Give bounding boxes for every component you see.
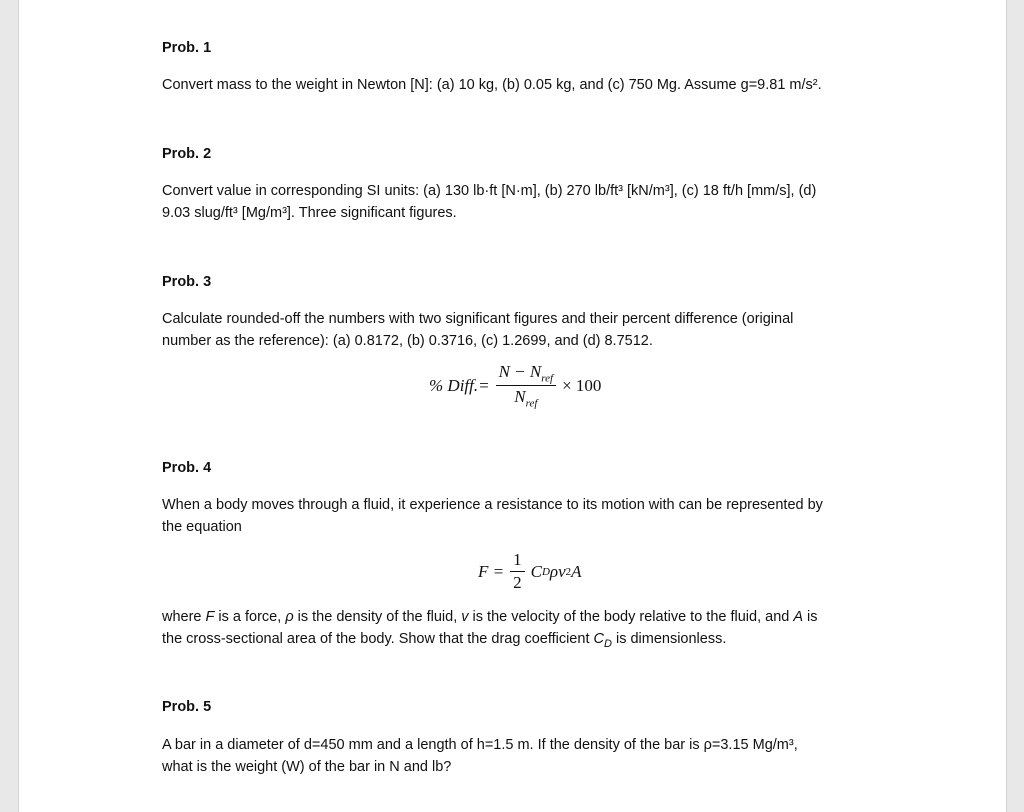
- prob5-title: Prob. 5: [162, 699, 212, 715]
- eq4-c-sub: D: [541, 565, 550, 578]
- prob4-title: Prob. 4: [162, 460, 212, 476]
- eq4-rho-v: ρv: [549, 561, 566, 581]
- prob3-line2: number as the reference): (a) 0.8172, (b) 0.3716, (c) 1.2699, and (d) 8.7512.: [162, 333, 653, 349]
- prob4-text: [162, 494, 902, 538]
- prob5-line1: A bar in a diameter of d=450 mm and a length of h=1.5 m. If the density of the bar is ρ=3.15 Mg/m³,: [162, 737, 798, 753]
- eq4-denominator: 2: [513, 573, 522, 592]
- eq4-sup: 2: [565, 565, 572, 578]
- eq3-multiplier: × 100: [562, 375, 602, 395]
- eq3-denominator: $N_{ref}$: [514, 387, 538, 410]
- prob5-line2: what is the weight (W) of the bar in N and lb?: [162, 759, 452, 775]
- prob1-title: Prob. 1: [162, 40, 212, 56]
- prob4-line2: the equation: [162, 519, 242, 535]
- prob4-after-line1: where F is a force, ρ is the density of the fluid, v is the velocity of the body relative to the fluid, and A is: [162, 609, 818, 625]
- document-page: [18, 0, 1007, 812]
- prob2-line2: 9.03 slug/ft³ [Mg/m³]. Three significant figures.: [162, 205, 457, 221]
- eq3-fraction: [496, 362, 556, 410]
- prob5-text: [162, 734, 902, 778]
- eq4-lhs: F =: [478, 561, 505, 581]
- prob4-line1: When a body moves through a fluid, it experience a resistance to its motion with can be represented by: [162, 497, 823, 513]
- eq3-lhs: % Diff.=: [429, 375, 490, 395]
- drag-force-equation: [478, 550, 582, 593]
- prob2-line1: Convert value in corresponding SI units: (a) 130 lb·ft [N·m], (b) 270 lb/ft³ [kN/m³], (c) 18 ft/h [mm/s], (d): [162, 183, 817, 199]
- prob3-title: Prob. 3: [162, 274, 212, 290]
- eq4-fraction: [510, 550, 525, 593]
- prob4-explanation: [162, 606, 902, 655]
- eq4-c: C: [530, 561, 542, 581]
- prob4-after-line2: the cross-sectional area of the body. Show that the drag coefficient $C_D$ is dimensionless.: [162, 631, 727, 650]
- percent-diff-equation: [429, 362, 601, 410]
- prob2-title: Prob. 2: [162, 146, 212, 162]
- eq4-a: A: [571, 561, 582, 581]
- eq3-numerator: $N - N_{ref}$: [496, 362, 556, 386]
- prob3-text: [162, 308, 902, 352]
- prob1-text: Convert mass to the weight in Newton [N]: (a) 10 kg, (b) 0.05 kg, and (c) 750 Mg. Assume g=9.81 m/s².: [162, 77, 822, 93]
- prob2-text: [162, 180, 902, 224]
- eq4-numerator: 1: [510, 550, 525, 572]
- prob3-line1: Calculate rounded-off the numbers with two significant figures and their percent difference (original: [162, 311, 794, 327]
